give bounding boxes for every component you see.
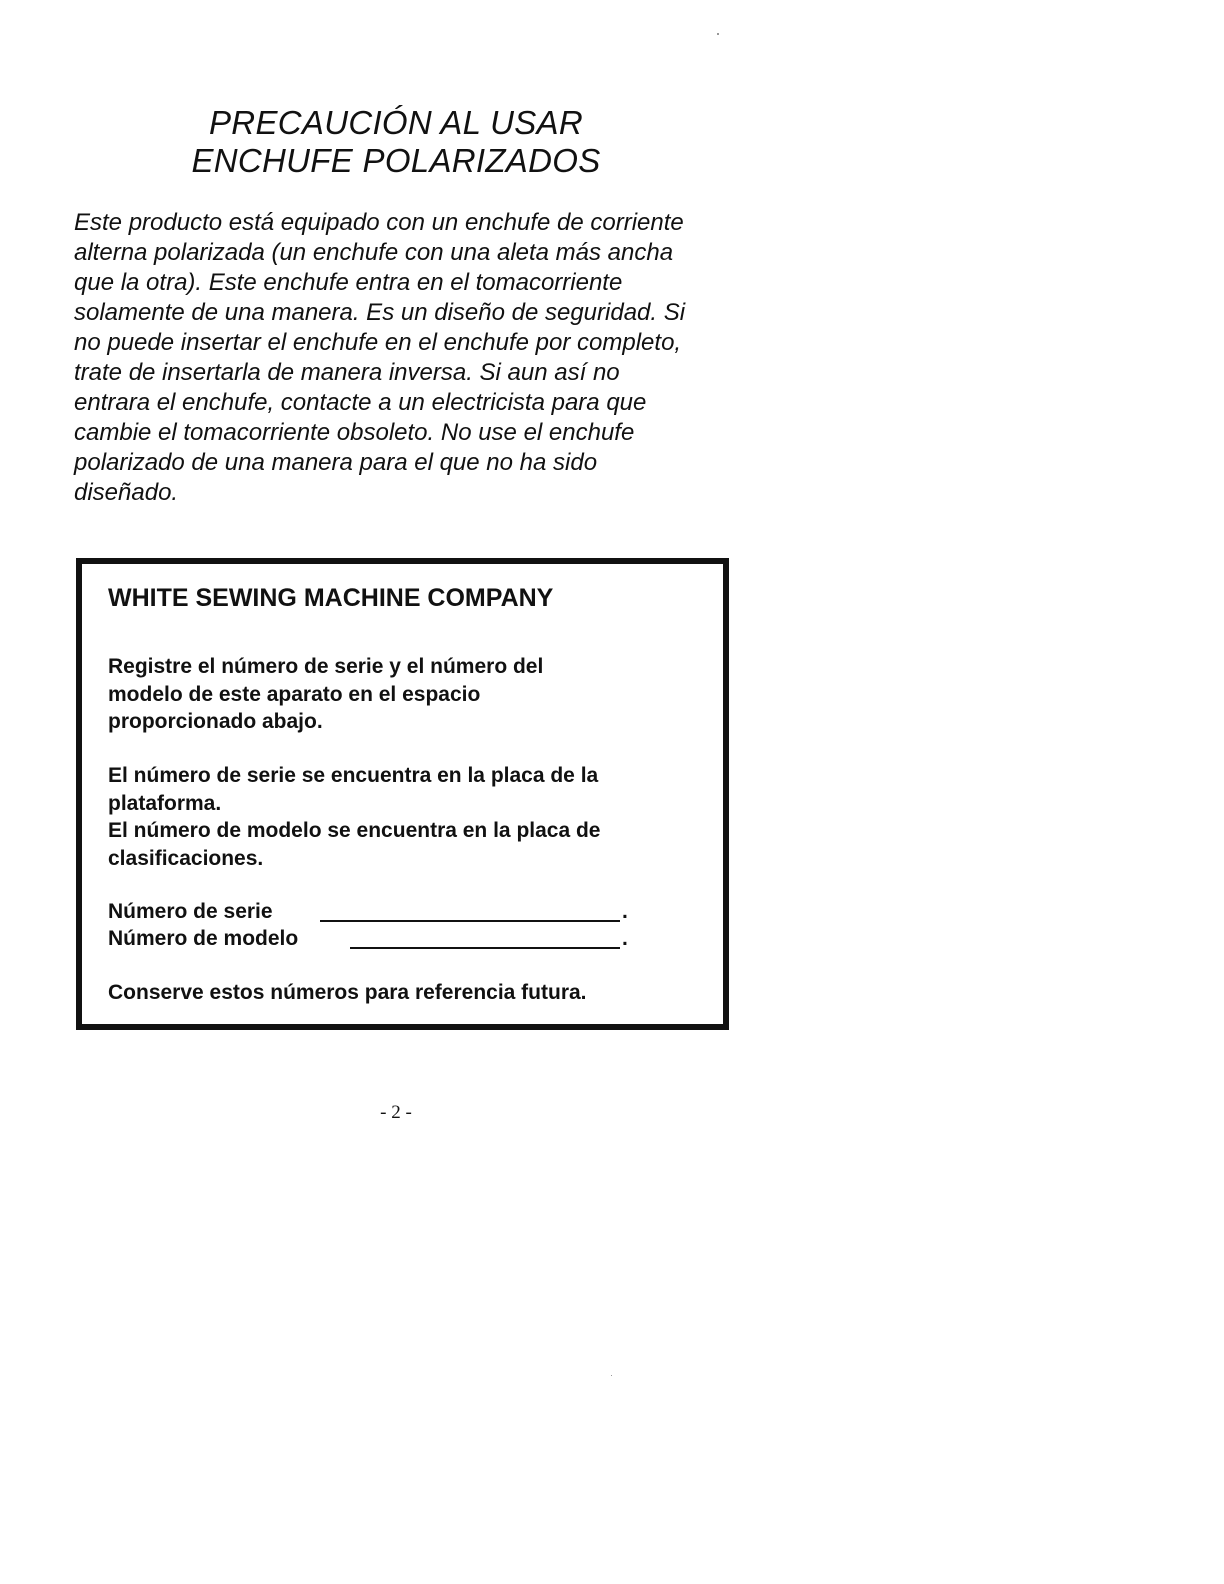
- page-number: - 2 -: [380, 1102, 412, 1123]
- scan-speck: [717, 33, 719, 35]
- model-number-label: Número de modelo: [108, 927, 299, 950]
- model-number-end-mark: .: [622, 927, 628, 950]
- serial-number-end-mark: .: [622, 900, 628, 923]
- scan-speck: [611, 1375, 612, 1376]
- registration-instruction: Registre el número de serie y el número del modelo de este aparato en el espacio proporcionado abajo.: [108, 655, 544, 733]
- serial-number-location-note: El número de serie se encuentra en la placa de la plataforma.: [108, 764, 599, 815]
- page-title-line-2: ENCHUFE POLARIZADOS: [191, 142, 601, 179]
- model-number-location-note: El número de modelo se encuentra en la placa de clasificaciones.: [108, 819, 601, 870]
- registration-box: [76, 558, 729, 1030]
- keep-numbers-note: Conserve estos números para referencia futura.: [108, 981, 587, 1004]
- page-title-line-1: PRECAUCIÓN AL USAR: [209, 104, 583, 141]
- serial-number-label: Número de serie: [108, 900, 273, 923]
- page-title: [0, 104, 792, 180]
- serial-number-field: [108, 898, 628, 926]
- model-number-field: [108, 925, 628, 953]
- polarized-plug-warning-text: Este producto está equipado con un enchufe de corriente alterna polarizada (un enchufe con una aleta más ancha que la otra). Este enchufe entra en el tomacorriente solamente de una manera. Es un diseño de seguridad. Si no puede insertar el enchufe en el enchufe por completo, trate de insertarla de manera inversa. Si aun así no entrara el enchufe, contacte a un electricista para que cambie el tomacorriente obsoleto. No use el enchufe polarizado de una manera para el que no ha sido diseñado.: [74, 209, 686, 506]
- model-number-blank-line: [350, 947, 620, 949]
- serial-number-blank-line: [320, 920, 620, 922]
- company-name: WHITE SEWING MACHINE COMPANY: [108, 584, 554, 612]
